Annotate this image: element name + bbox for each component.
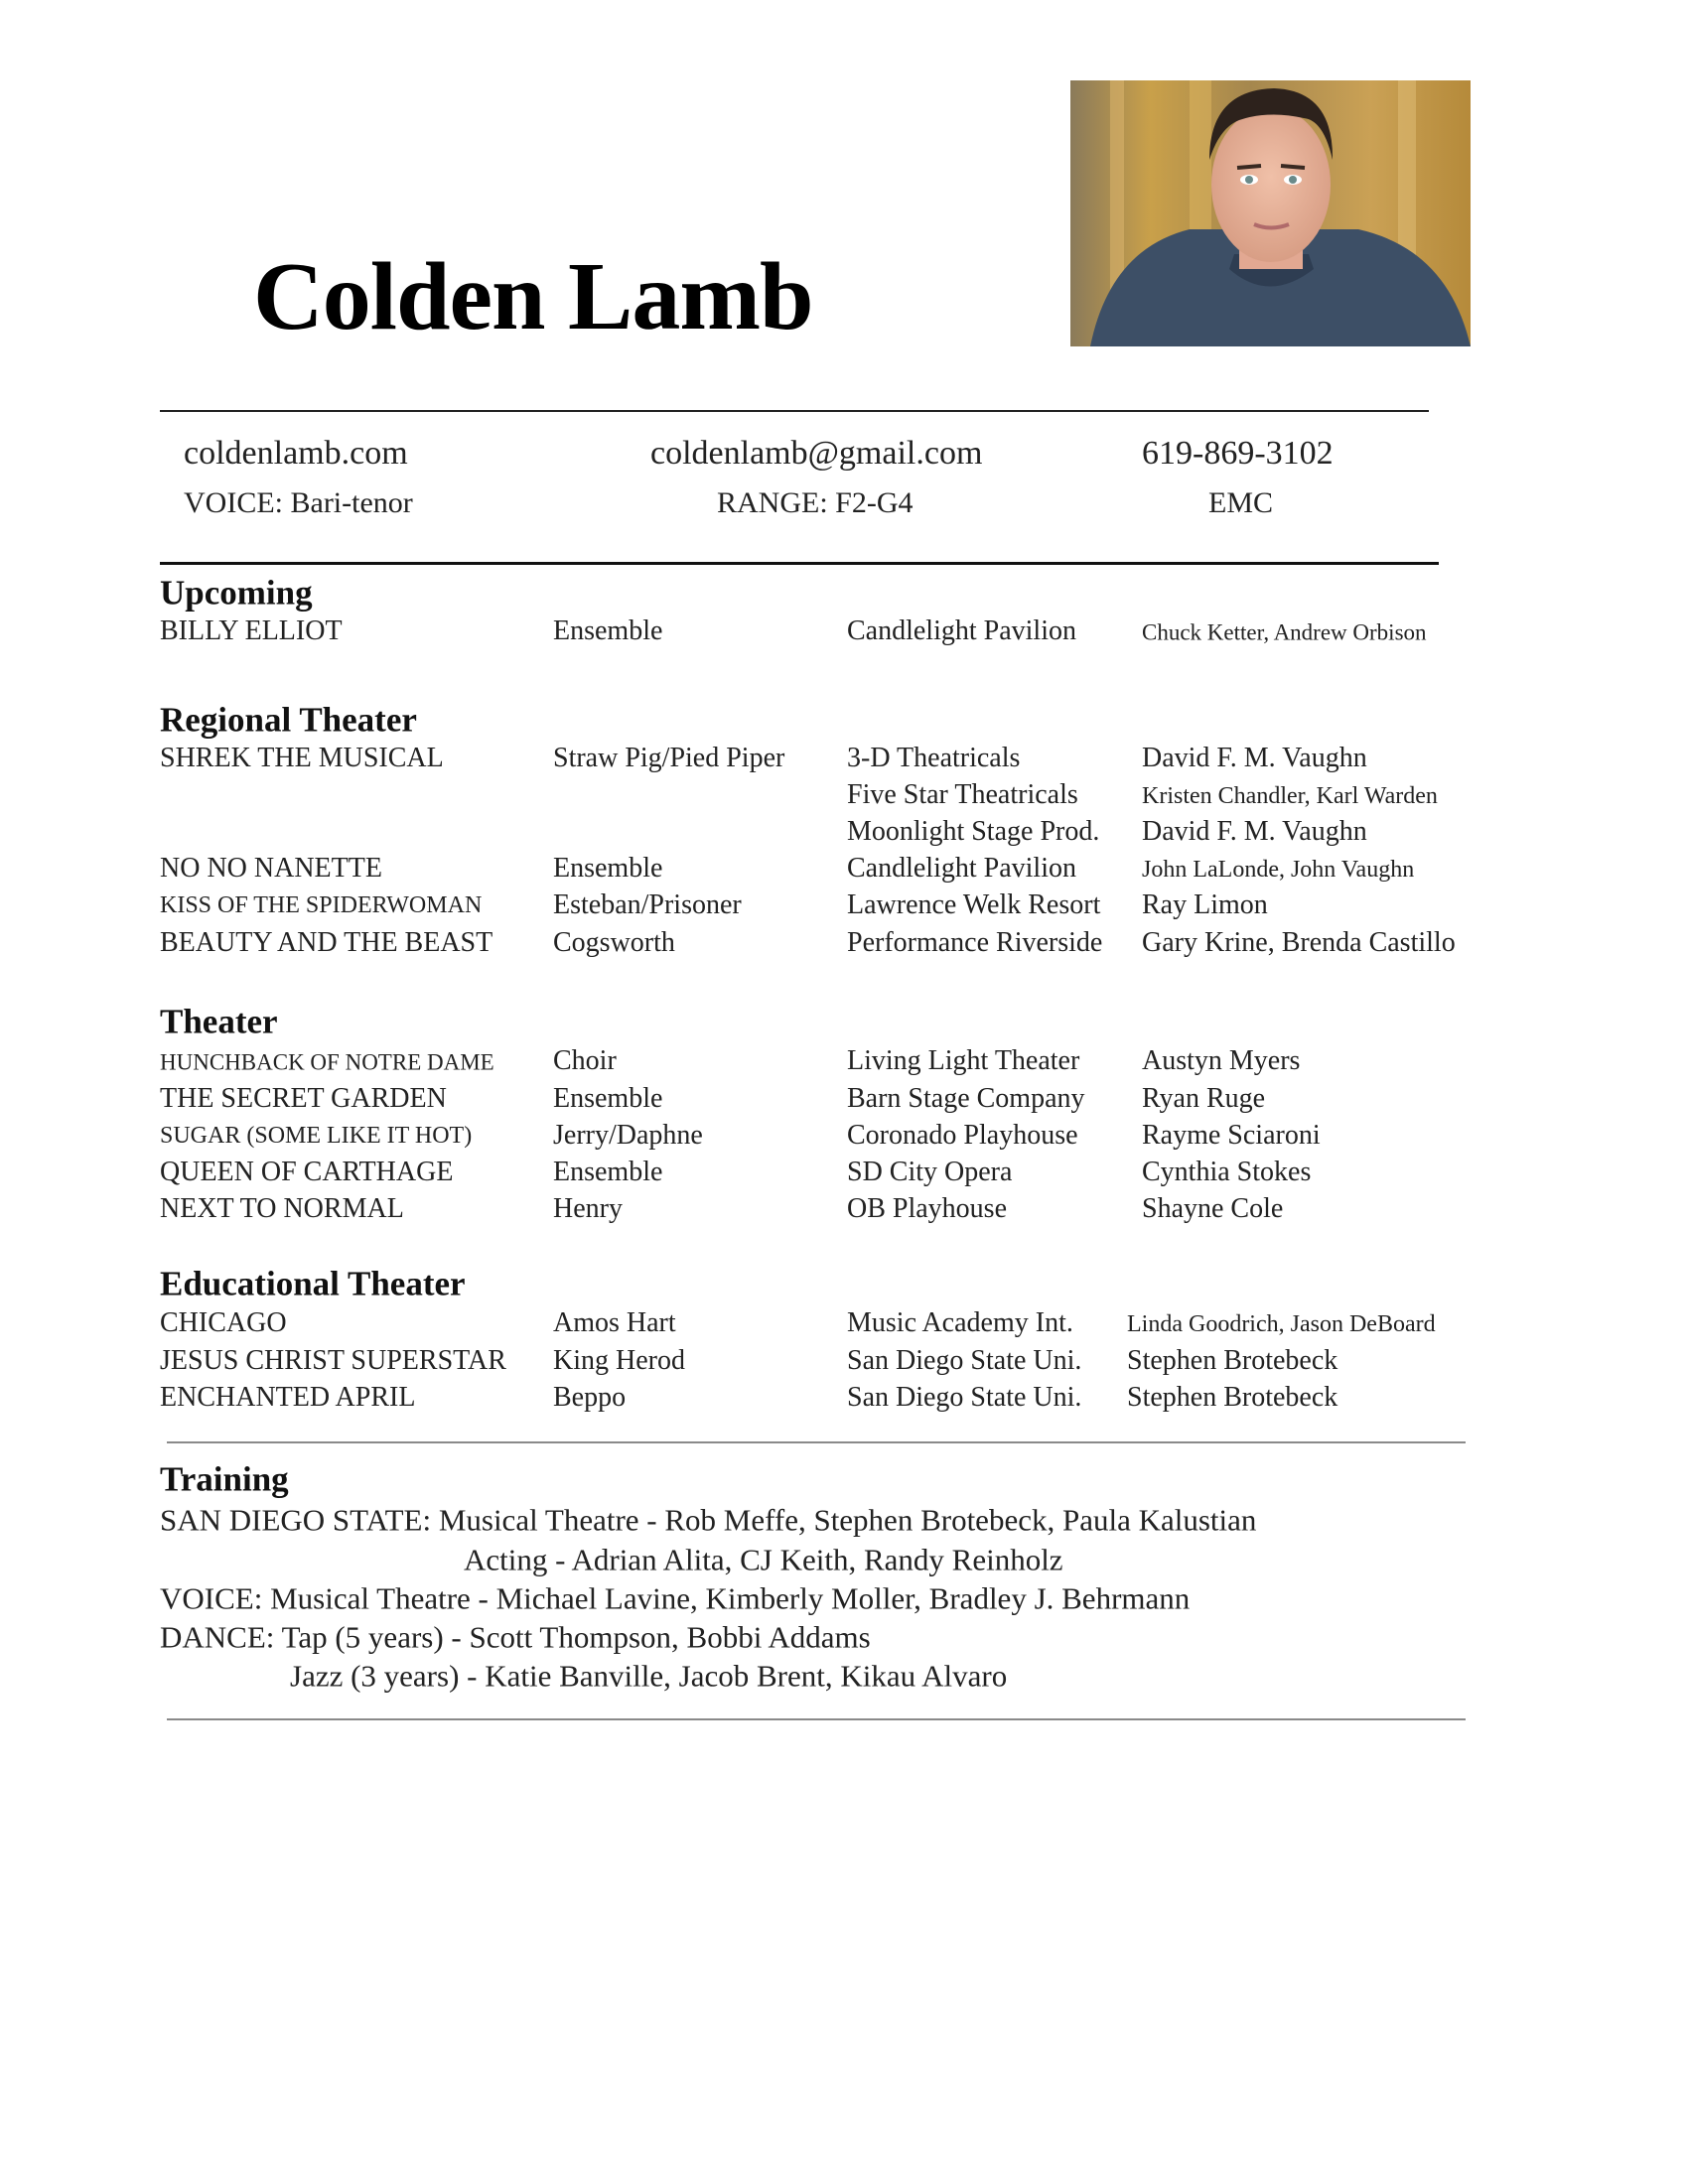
section-heading-educational-theater: Educational Theater (160, 1264, 466, 1303)
credit-director: Shayne Cole (1142, 1193, 1284, 1224)
credit-show: NEXT TO NORMAL (160, 1193, 404, 1224)
credit-company: San Diego State Uni. (847, 1345, 1082, 1376)
credit-role: Beppo (553, 1382, 627, 1413)
credit-role: Esteban/Prisoner (553, 889, 742, 920)
credit-company: OB Playhouse (847, 1193, 1007, 1224)
credit-role: Ensemble (553, 1083, 663, 1114)
credit-role: Jerry/Daphne (553, 1120, 703, 1151)
training-line: Jazz (3 years) - Katie Banville, Jacob Brent, Kikau Alvaro (290, 1658, 1008, 1694)
vocal-range: RANGE: F2-G4 (717, 486, 914, 519)
training-divider-top (167, 1441, 1466, 1443)
credit-show: ENCHANTED APRIL (160, 1382, 416, 1413)
union-status: EMC (1208, 486, 1274, 519)
website-link[interactable]: coldenlamb.com (184, 435, 408, 472)
header-divider-top (160, 410, 1429, 412)
credit-show: SUGAR (SOME LIKE IT HOT) (160, 1123, 473, 1149)
credit-company: 3-D Theatricals (847, 743, 1021, 773)
credit-show: CHICAGO (160, 1307, 287, 1338)
credit-company: Music Academy Int. (847, 1307, 1073, 1338)
training-line: SAN DIEGO STATE: Musical Theatre - Rob Meffe, Stephen Brotebeck, Paula Kalustian (160, 1502, 1257, 1538)
credit-show: QUEEN OF CARTHAGE (160, 1157, 454, 1187)
credit-role: Ensemble (553, 853, 663, 884)
credit-role: Amos Hart (553, 1307, 676, 1338)
credit-show: NO NO NANETTE (160, 853, 382, 884)
credit-show: JESUS CHRIST SUPERSTAR (160, 1345, 506, 1376)
credit-director: Ryan Ruge (1142, 1083, 1266, 1114)
credit-role: Cogsworth (553, 927, 675, 958)
credit-director: Cynthia Stokes (1142, 1157, 1312, 1187)
credit-company: Candlelight Pavilion (847, 615, 1076, 646)
training-line: Acting - Adrian Alita, CJ Keith, Randy Reinholz (464, 1542, 1063, 1577)
credit-director: Stephen Brotebeck (1127, 1382, 1338, 1413)
credit-role: Straw Pig/Pied Piper (553, 743, 785, 773)
credit-director: John LaLonde, John Vaughn (1142, 857, 1415, 883)
credit-show: HUNCHBACK OF NOTRE DAME (160, 1049, 494, 1075)
credit-director: David F. M. Vaughn (1142, 743, 1367, 773)
credit-director: Chuck Ketter, Andrew Orbison (1142, 619, 1427, 645)
credit-company: Living Light Theater (847, 1045, 1080, 1076)
section-heading-theater: Theater (160, 1002, 278, 1041)
credit-role: Choir (553, 1045, 617, 1076)
credit-company: Candlelight Pavilion (847, 853, 1076, 884)
credit-show: THE SECRET GARDEN (160, 1083, 447, 1114)
credit-role: Henry (553, 1193, 623, 1224)
voice-type: VOICE: Bari-tenor (184, 486, 413, 519)
training-divider-bottom (167, 1718, 1466, 1720)
credit-role: King Herod (553, 1345, 685, 1376)
section-heading-training: Training (160, 1459, 289, 1499)
headshot-photo (1070, 80, 1471, 346)
credit-director: Kristen Chandler, Karl Warden (1142, 783, 1438, 809)
credit-company: Five Star Theatricals (847, 779, 1078, 810)
credit-show: KISS OF THE SPIDERWOMAN (160, 892, 483, 918)
credit-company: Performance Riverside (847, 927, 1103, 958)
training-line: DANCE: Tap (5 years) - Scott Thompson, Bobbi Addams (160, 1619, 871, 1655)
credit-company: Barn Stage Company (847, 1083, 1085, 1114)
phone-number: 619-869-3102 (1142, 435, 1334, 472)
credit-role: Ensemble (553, 1157, 663, 1187)
credit-show: BILLY ELLIOT (160, 615, 343, 646)
credit-director: Ray Limon (1142, 889, 1268, 920)
credit-company: San Diego State Uni. (847, 1382, 1082, 1413)
credit-company: Coronado Playhouse (847, 1120, 1078, 1151)
credit-show: BEAUTY AND THE BEAST (160, 927, 493, 958)
credit-director: Rayme Sciaroni (1142, 1120, 1321, 1151)
section-heading-regional-theater: Regional Theater (160, 700, 417, 740)
header-divider-bottom (160, 562, 1439, 565)
email-link[interactable]: coldenlamb@gmail.com (650, 435, 983, 472)
credit-company: Lawrence Welk Resort (847, 889, 1101, 920)
credit-company: SD City Opera (847, 1157, 1013, 1187)
credit-show: SHREK THE MUSICAL (160, 743, 444, 773)
credit-director: Austyn Myers (1142, 1045, 1301, 1076)
credit-company: Moonlight Stage Prod. (847, 816, 1100, 847)
training-line: VOICE: Musical Theatre - Michael Lavine, Kimberly Moller, Bradley J. Behrmann (160, 1580, 1191, 1616)
actor-name: Colden Lamb (253, 243, 813, 350)
credit-director: Linda Goodrich, Jason DeBoard (1127, 1311, 1436, 1337)
credit-director: David F. M. Vaughn (1142, 816, 1367, 847)
credit-director: Gary Krine, Brenda Castillo (1142, 927, 1456, 958)
section-heading-upcoming: Upcoming (160, 573, 313, 613)
credit-role: Ensemble (553, 615, 663, 646)
credit-director: Stephen Brotebeck (1127, 1345, 1338, 1376)
